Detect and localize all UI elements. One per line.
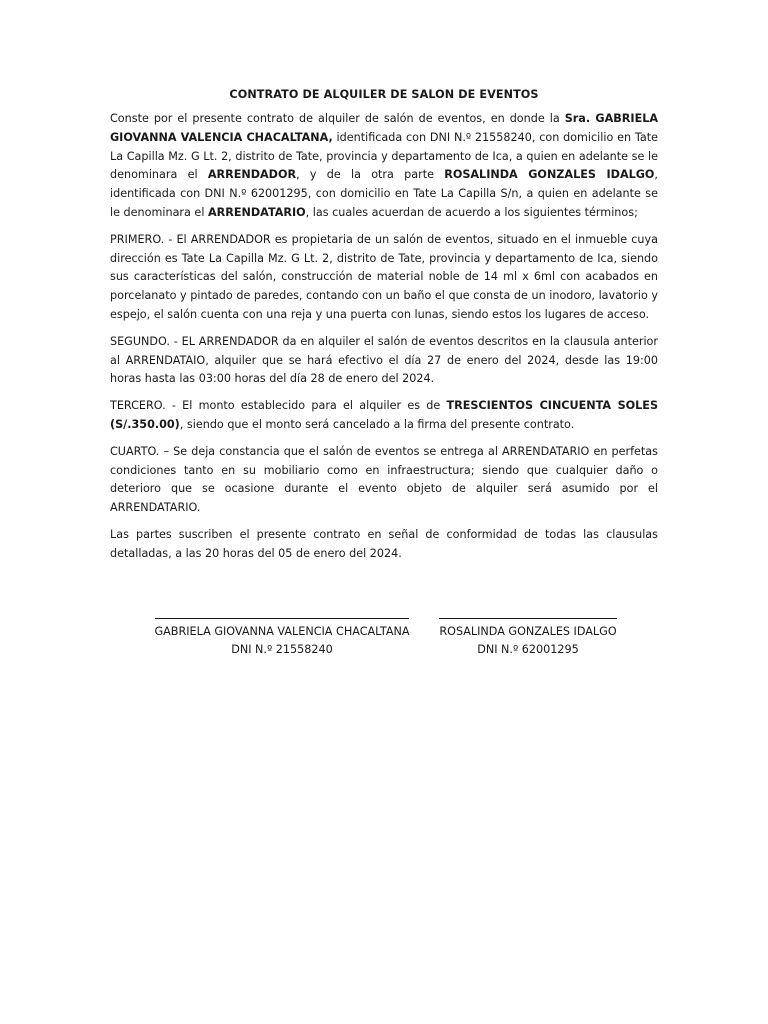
signer-name-right: ROSALINDA GONZALES IDALGO	[439, 625, 617, 638]
signature-line-right	[439, 618, 617, 619]
clause-tercero	[110, 397, 658, 435]
intro-bold-3: ROSALINDA GONZALES IDALGO	[444, 168, 655, 182]
clause-cuarto: CUARTO. – Se deja constancia que el salón de eventos se entrega al ARRENDATARIO en perfetas condiciones tanto en su mobiliario como en infraestructura; siendo que cualquier daño o deterioro que se ocasione durante el evento objeto de alquiler será asumido por el ARRENDATARIO.	[110, 444, 658, 515]
signature-line-left	[155, 618, 409, 619]
tercero-bold-1: TRESCIENTOS CINCUENTA SOLES (S/.350.00)	[110, 399, 658, 431]
contract-document	[110, 86, 658, 572]
signature-left	[146, 600, 418, 659]
intro-text-3: , y de la otra parte	[296, 168, 445, 182]
signer-name-left: GABRIELA GIOVANNA VALENCIA CHACALTANA	[154, 625, 410, 638]
signer-dni-left: DNI N.º 21558240	[231, 643, 333, 656]
intro-bold-4: ARRENDATARIO	[207, 205, 306, 219]
signer-dni-right: DNI N.º 62001295	[477, 643, 579, 656]
document-title: CONTRATO DE ALQUILER DE SALON DE EVENTOS	[229, 88, 539, 101]
clause-primero: PRIMERO. - El ARRENDADOR es propietaria de un salón de eventos, situado en el inmueble cuya dirección es Tate La Capilla Mz. G Lt. 2, distrito de Tate, provincia y departamento de Ica, siendo sus características del salón, construcción de material noble de 14 ml x 6ml con acabados en porcelanato y pintado de paredes, contando con un baño el que consta de un inodoro, lavatorio y espejo, el salón cuenta con una reja y una puerta con lunas, siendo estos los lugares de acceso.	[110, 232, 658, 321]
closing-paragraph: Las partes suscriben el presente contrato en señal de conformidad de todas las clausulas detalladas, a las 20 horas del 05 de enero del 2024.	[110, 527, 658, 560]
tercero-text-1: TERCERO. - El monto establecido para el alquiler es de	[110, 399, 447, 413]
intro-text-1: Conste por el presente contrato de alquiler de salón de eventos, en donde la	[110, 112, 565, 125]
intro-text-4: , identificada con DNI N.º 62001295, con domicilio en Tate La Capilla S/n, a quien en adelante se le denominara el	[110, 168, 658, 219]
intro-bold-2: ARRENDADOR	[207, 168, 297, 182]
signature-block	[110, 600, 658, 660]
tercero-text-2: , siendo que el monto será cancelado a la firma del presente contrato.	[179, 417, 575, 431]
intro-text-2: identificada con DNI N.º 21558240, con domicilio en Tate La Capilla Mz. G Lt. 2, distrito de Tate, provincia y departamento de Ica, a quien en adelante se le denominara el	[110, 130, 659, 182]
intro-paragraph	[110, 110, 658, 223]
signature-right	[428, 600, 628, 659]
intro-bold-1: Sra. GABRIELA GIOVANNA VALENCIA CHACALTANA,	[110, 112, 659, 144]
clause-segundo: SEGUNDO. - EL ARRENDADOR da en alquiler el salón de eventos descritos en la clausula anterior al ARRENDATAIO, alquiler que se hará efectivo el día 27 de enero del 2024, desde las 19:00 horas hasta las 03:00 horas del día 28 de enero del 2024.	[110, 334, 658, 386]
intro-text-5: , las cuales acuerdan de acuerdo a los siguientes términos;	[305, 205, 638, 219]
